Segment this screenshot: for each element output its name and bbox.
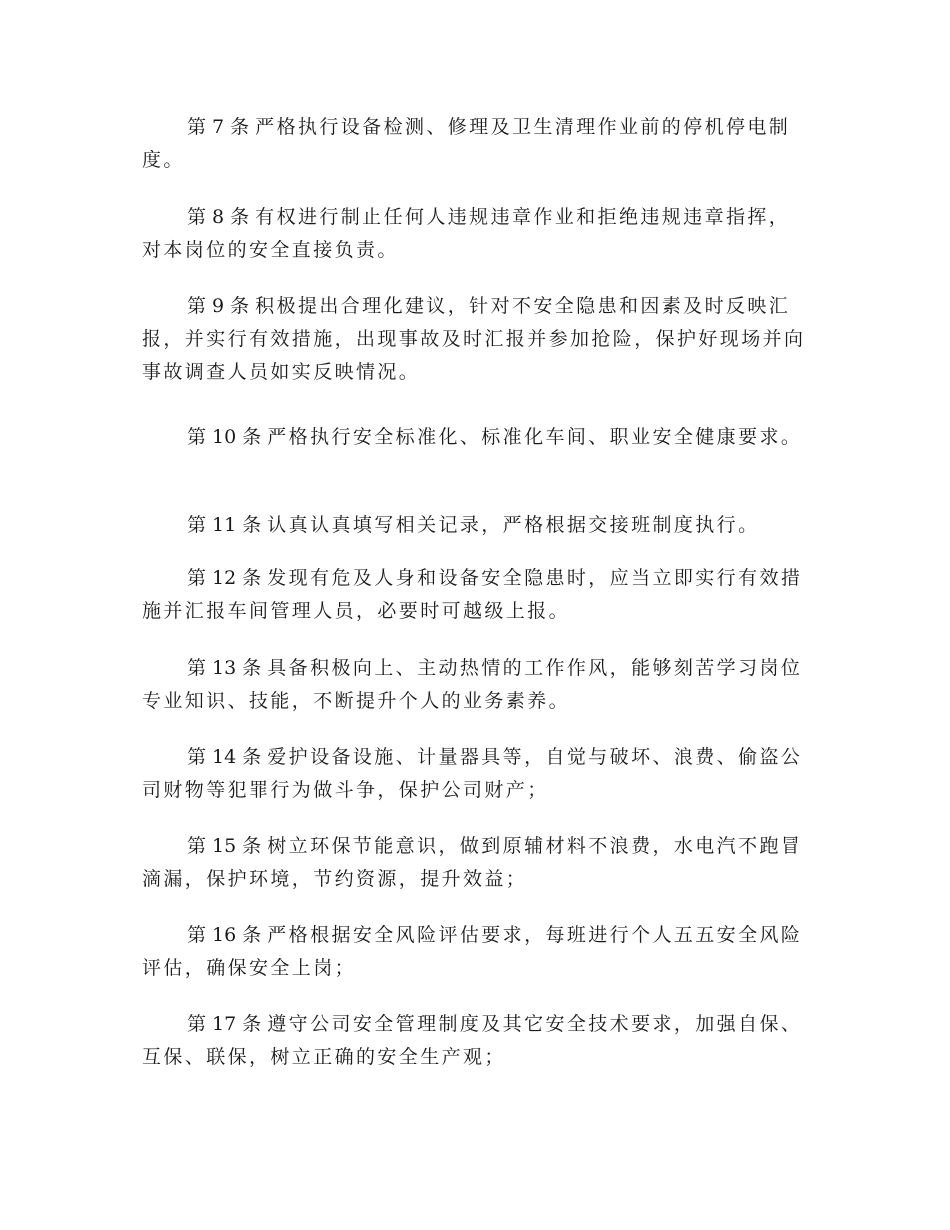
article-text: 树立环保节能意识，做到原辅材料不浪费，水电汽不跑冒滴漏，保护环境，节约资源，提升效益； [142,835,803,890]
article-number: 第 8 条 [187,206,250,228]
article-text: 发现有危及人身和设备安全隐患时，应当立即实行有效措施并汇报车间管理人员，必要时可越级上报。 [142,567,803,622]
article-14 [142,741,808,807]
article-10 [142,421,808,454]
article-text: 严格根据安全风险评估要求，每班进行个人五五安全风险评估，确保安全上岗； [142,924,803,979]
article-text: 具备积极向上、主动热情的工作作风，能够刻苦学习岗位专业知识、技能，不断提升个人的业务素养。 [142,657,803,712]
article-number: 第 15 条 [187,835,262,857]
article-12 [142,562,808,628]
article-15 [142,830,808,896]
article-text: 遵守公司安全管理制度及其它安全技术要求，加强自保、互保、联保，树立正确的安全生产观； [142,1013,803,1068]
article-number: 第 7 条 [187,116,250,138]
article-number: 第 17 条 [187,1013,262,1035]
article-17 [142,1008,808,1074]
article-13 [142,652,808,718]
article-7 [142,111,808,177]
article-text: 严格执行安全标准化、标准化车间、职业安全健康要求。 [267,426,803,448]
article-text: 积极提出合理化建议，针对不安全隐患和因素及时反映汇报，并实行有效措施，出现事故及时汇报并参加抢险，保护好现场并向事故调查人员如实反映情况。 [142,295,806,383]
article-11 [142,509,808,542]
article-text: 严格执行设备检测、修理及卫生清理作业前的停机停电制度。 [142,116,791,171]
article-8 [142,201,808,267]
article-16 [142,919,808,985]
article-text: 有权进行制止任何人违规违章作业和拒绝违规违章指挥，对本岗位的安全直接负责。 [142,206,791,261]
article-9 [142,290,808,389]
article-number: 第 12 条 [187,567,262,589]
article-number: 第 11 条 [187,514,262,536]
article-number: 第 9 条 [187,295,250,317]
article-number: 第 13 条 [187,657,262,679]
article-text: 认真认真填写相关记录，严格根据交接班制度执行。 [267,514,760,536]
article-number: 第 16 条 [187,924,262,946]
article-number: 第 10 条 [187,426,262,448]
article-text: 爱护设备设施、计量器具等，自觉与破坏、浪费、偷盗公司财物等犯罪行为做斗争，保护公司财产； [142,746,803,801]
article-number: 第 14 条 [187,746,262,768]
